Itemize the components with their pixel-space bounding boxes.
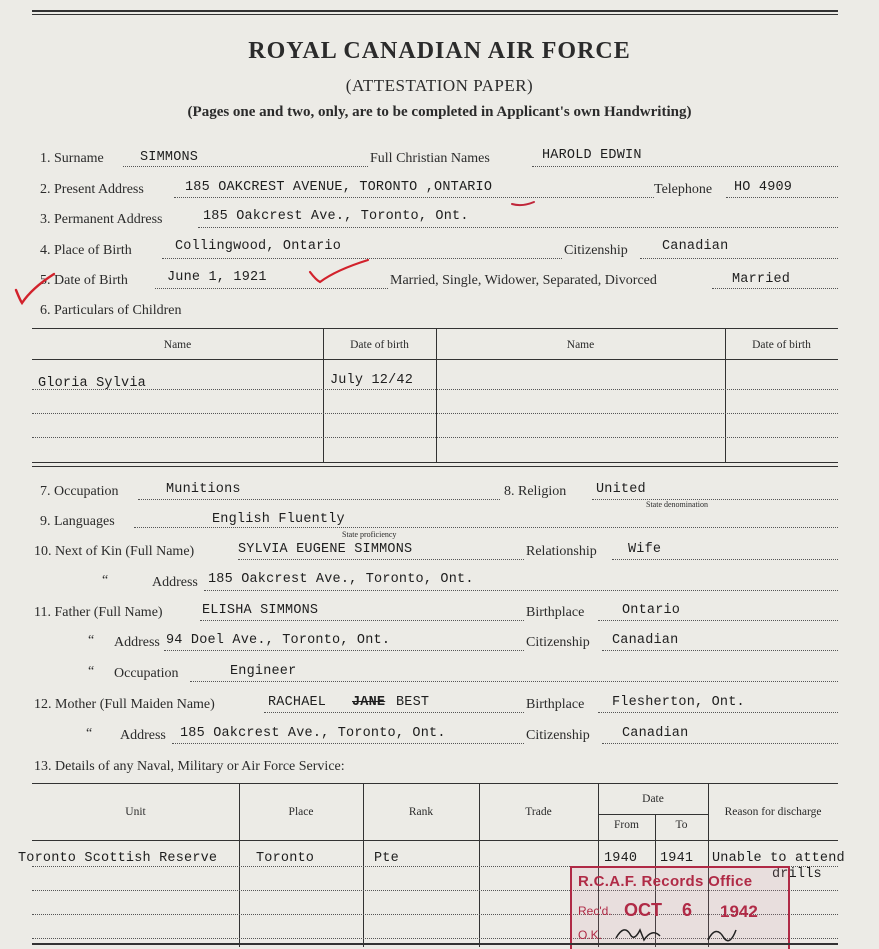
mother-last-name: BEST (396, 695, 430, 710)
ink-mark-icon (510, 196, 540, 210)
service-label: 13. Details of any Naval, Military or Air Force Service: (34, 759, 345, 774)
service-reason-value: Unable to attend (712, 851, 845, 866)
citizenship-label: Citizenship (564, 243, 628, 258)
languages-line (134, 527, 838, 528)
father-birthplace-value: Ontario (622, 603, 681, 618)
christian-names-label: Full Christian Names (370, 151, 490, 166)
religion-note: State denomination (646, 500, 708, 509)
children-table-top (32, 328, 838, 329)
service-rank-value: Pte (374, 851, 399, 866)
father-citizenship-line (602, 650, 838, 651)
occupation-line (138, 499, 500, 500)
children-header-name: Name (163, 339, 192, 351)
stamp-ok-label: O.K. (578, 928, 603, 942)
children-table-header-rule (32, 359, 838, 360)
place-of-birth-label: 4. Place of Birth (40, 243, 132, 258)
stamp-year: 1942 (720, 902, 758, 921)
service-header-to: To (675, 819, 688, 831)
children-header-name: Name (566, 339, 595, 351)
stamp-day: 6 (682, 900, 693, 920)
kin-address-line (204, 590, 838, 591)
relationship-value: Wife (628, 542, 662, 557)
children-row-line (32, 437, 838, 438)
children-header-dob: Date of birth (350, 339, 409, 351)
telephone-value: HO 4909 (734, 180, 793, 195)
surname-value: SIMMONS (140, 150, 199, 165)
children-table-bottom-2 (32, 466, 838, 467)
service-unit-value: Toronto Scottish Reserve (18, 851, 218, 866)
date-of-birth-value: June 1, 1921 (167, 270, 267, 285)
kin-address-value: 185 Oakcrest Ave., Toronto, Ont. (208, 572, 474, 587)
children-label: 6. Particulars of Children (40, 303, 182, 318)
service-header-rank: Rank (408, 806, 434, 818)
permanent-address-label: 3. Permanent Address (40, 212, 163, 227)
father-birthplace-line (598, 620, 838, 621)
service-from-value: 1940 (604, 851, 638, 866)
occupation-label: 7. Occupation (40, 484, 119, 499)
father-occupation-label: Occupation (114, 666, 179, 681)
christian-names-line (532, 166, 838, 167)
date-of-birth-line (155, 288, 388, 289)
mother-birthplace-line (598, 712, 838, 713)
service-reason-value-2: drills (772, 867, 822, 882)
records-office-stamp (570, 866, 790, 949)
present-address-value: 185 OAKCREST AVENUE, TORONTO ,ONTARIO (185, 180, 493, 195)
mother-struck-name: JANE (352, 695, 386, 710)
ditto-mark: “ (102, 573, 109, 588)
relationship-line (612, 559, 838, 560)
next-of-kin-value: SYLVIA EUGENE SIMMONS (238, 542, 413, 557)
service-table-top (32, 783, 838, 784)
relationship-label: Relationship (526, 544, 597, 559)
mother-address-line (172, 743, 524, 744)
stamp-month: OCT (624, 900, 662, 920)
surname-label: 1. Surname (40, 151, 104, 166)
religion-label: 8. Religion (504, 484, 567, 499)
service-header-place: Place (288, 806, 314, 818)
christian-names-value: HAROLD EDWIN (542, 148, 642, 163)
father-line (200, 620, 524, 621)
mother-address-label: Address (120, 728, 166, 743)
service-date-split (598, 814, 708, 815)
form-title: ROYAL CANADIAN AIR FORCE (248, 38, 631, 64)
father-occupation-value: Engineer (230, 664, 297, 679)
stamp-title: R.C.A.F. Records Office (578, 873, 753, 890)
languages-note: State proficiency (342, 530, 397, 539)
service-header-reason: Reason for discharge (724, 806, 822, 818)
father-value: ELISHA SIMMONS (202, 603, 319, 618)
mother-line (264, 712, 524, 713)
father-citizenship-label: Citizenship (526, 635, 590, 650)
father-birthplace-label: Birthplace (526, 605, 585, 620)
children-table-bottom (32, 462, 838, 463)
occupation-value: Munitions (166, 482, 241, 497)
mother-birthplace-value: Flesherton, Ont. (612, 695, 745, 710)
service-header-date: Date (642, 793, 664, 805)
father-occupation-line (190, 681, 838, 682)
present-address-label: 2. Present Address (40, 182, 144, 197)
marital-line (712, 288, 838, 289)
father-label: 11. Father (Full Name) (34, 605, 163, 620)
marital-value: Married (732, 272, 791, 287)
citizenship-value: Canadian (662, 239, 729, 254)
check-mark-icon (10, 270, 58, 306)
father-address-value: 94 Doel Ave., Toronto, Ont. (166, 633, 391, 648)
form-instruction: (Pages one and two, only, are to be completed in Applicant's own Handwriting) (187, 104, 692, 120)
place-of-birth-value: Collingwood, Ontario (175, 239, 342, 254)
religion-line (592, 499, 838, 500)
present-address-line (174, 197, 654, 198)
ditto-mark: “ (88, 664, 95, 679)
service-place-value: Toronto (256, 851, 315, 866)
telephone-label: Telephone (654, 182, 713, 197)
mother-citizenship-label: Citizenship (526, 728, 590, 743)
top-rule (32, 10, 838, 12)
ditto-mark: “ (88, 633, 95, 648)
ditto-mark: “ (86, 726, 93, 741)
service-header-trade: Trade (525, 806, 552, 818)
kin-address-label: Address (152, 575, 198, 590)
service-table-header-rule (32, 840, 838, 841)
permanent-address-value: 185 Oakcrest Ave., Toronto, Ont. (203, 209, 469, 224)
citizenship-line (640, 258, 838, 259)
service-header-from: From (614, 819, 639, 831)
check-mark-icon (306, 258, 376, 288)
child-name: Gloria Sylvia (38, 376, 146, 391)
mother-citizenship-line (602, 743, 838, 744)
next-of-kin-line (238, 559, 524, 560)
child-dob: July 12/42 (330, 373, 414, 388)
father-address-line (164, 650, 524, 651)
permanent-address-line (198, 227, 838, 228)
mother-citizenship-value: Canadian (622, 726, 689, 741)
top-rule-thin (32, 14, 838, 15)
telephone-line (726, 197, 838, 198)
bottom-rule (32, 943, 838, 945)
children-row-line (32, 413, 838, 414)
mother-address-value: 185 Oakcrest Ave., Toronto, Ont. (180, 726, 446, 741)
religion-value: United (596, 482, 646, 497)
service-to-value: 1941 (660, 851, 694, 866)
mother-first-name: RACHAEL (268, 695, 327, 710)
surname-line (123, 166, 368, 167)
marital-label: Married, Single, Widower, Separated, Divorced (390, 273, 657, 288)
father-citizenship-value: Canadian (612, 633, 679, 648)
next-of-kin-label: 10. Next of Kin (Full Name) (34, 544, 195, 559)
languages-value: English Fluently (212, 512, 345, 527)
father-address-label: Address (114, 635, 160, 650)
stamp-recd-label: Rec'd. (578, 904, 612, 918)
children-row-line (32, 389, 838, 390)
mother-birthplace-label: Birthplace (526, 697, 585, 712)
form-subtitle: (ATTESTATION PAPER) (345, 76, 534, 95)
mother-label: 12. Mother (Full Maiden Name) (34, 697, 215, 712)
languages-label: 9. Languages (40, 514, 115, 529)
service-header-unit: Unit (125, 806, 146, 818)
date-of-birth-label: 5. Date of Birth (40, 273, 128, 288)
children-header-dob: Date of birth (752, 339, 811, 351)
